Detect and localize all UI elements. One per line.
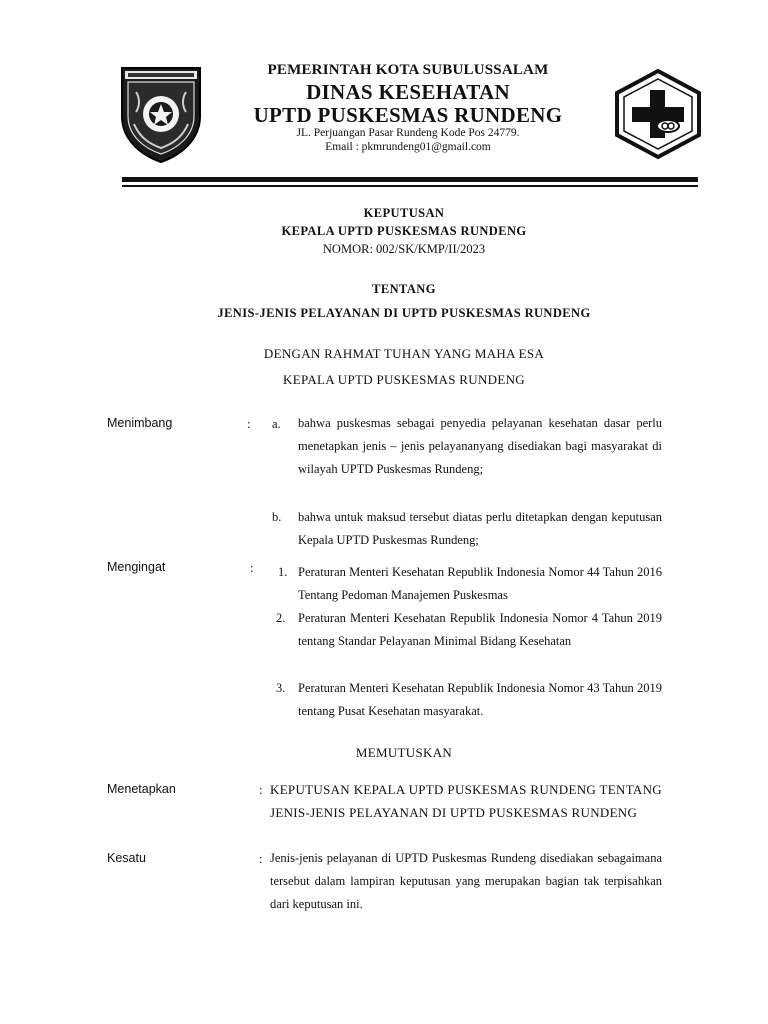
letterhead-agency: DINAS KESEHATAN	[306, 80, 510, 104]
mengingat-mark-3: 3.	[276, 681, 286, 695]
letterhead-email: Email : pkmrundeng01@gmail.com	[325, 141, 491, 153]
mengingat-mark-2: 2.	[276, 611, 286, 625]
menimbang-item-b: bahwa untuk maksud tersebut diatas perlu ditetapkan dengan keputusan Kepala UPTD Puskesmas Rundeng;	[298, 510, 662, 547]
letterhead-address: JL. Perjuangan Pasar Rundeng Kode Pos 24779.	[296, 127, 520, 139]
blessing-line: DENGAN RAHMAT TUHAN YANG MAHA ESA	[263, 346, 545, 361]
menimbang-label: Menimbang	[107, 416, 173, 430]
mengingat-label: Mengingat	[107, 560, 166, 574]
menimbang-item-a: bahwa puskesmas sebagai penyedia pelayanan kesehatan dasar perlu menetapkan jenis – jenis pelayananyang disediakan bagi masyarakat di wilayah UPTD Puskesmas Rundeng;	[298, 416, 662, 476]
mengingat-item-2: Peraturan Menteri Kesehatan Republik Indonesia Nomor 4 Tahun 2019 tentang Standar Pelayanan Minimal Bidang Kesehatan	[298, 611, 662, 648]
decree-subject: JENIS-JENIS PELAYANAN DI UPTD PUSKESMAS RUNDENG	[217, 306, 591, 320]
letterhead-government: PEMERINTAH KOTA SUBULUSSALAM	[267, 62, 549, 78]
decree-title: KEPUTUSAN	[363, 206, 445, 220]
menimbang-mark-b: b.	[272, 510, 282, 524]
about-label: TENTANG	[372, 282, 436, 296]
puskesmas-logo-icon	[612, 68, 704, 160]
mengingat-mark-1: 1.	[278, 565, 288, 579]
menimbang-colon: :	[247, 416, 251, 431]
mengingat-item-3: Peraturan Menteri Kesehatan Republik Indonesia Nomor 43 Tahun 2019 tentang Pusat Kesehatan masyarakat.	[298, 681, 662, 718]
memutuskan-heading: MEMUTUSKAN	[355, 745, 453, 760]
letterhead-unit: UPTD PUSKESMAS RUNDENG	[253, 103, 563, 127]
decree-issuer: KEPALA UPTD PUSKESMAS RUNDENG	[281, 224, 527, 238]
mengingat-item-1: Peraturan Menteri Kesehatan Republik Indonesia Nomor 44 Tahun 2016 Tentang Pedoman Manajemen Puskesmas	[298, 565, 662, 602]
city-coat-of-arms-icon	[118, 64, 204, 164]
menetapkan-text: KEPUTUSAN KEPALA UPTD PUSKESMAS RUNDENG TENTANG JENIS-JENIS PELAYANAN DI UPTD PUSKESMAS RUNDENG	[270, 782, 662, 820]
kesatu-text: Jenis-jenis pelayanan di UPTD Puskesmas Rundeng disediakan sebagaimana tersebut dalam lampiran keputusan yang merupakan bagian tak terpisahkan dari keputusan ini.	[270, 851, 662, 911]
menimbang-mark-a: a.	[272, 417, 281, 431]
kesatu-label: Kesatu	[107, 851, 146, 865]
menetapkan-colon: :	[259, 782, 263, 797]
issuer-line: KEPALA UPTD PUSKESMAS RUNDENG	[283, 372, 525, 387]
kesatu-colon: :	[259, 851, 263, 866]
letterhead-divider	[122, 177, 698, 182]
decree-number: NOMOR: 002/SK/KMP/II/2023	[322, 242, 486, 256]
letterhead-divider-thin	[122, 185, 698, 187]
menetapkan-label: Menetapkan	[107, 782, 176, 796]
mengingat-colon: :	[250, 560, 254, 575]
